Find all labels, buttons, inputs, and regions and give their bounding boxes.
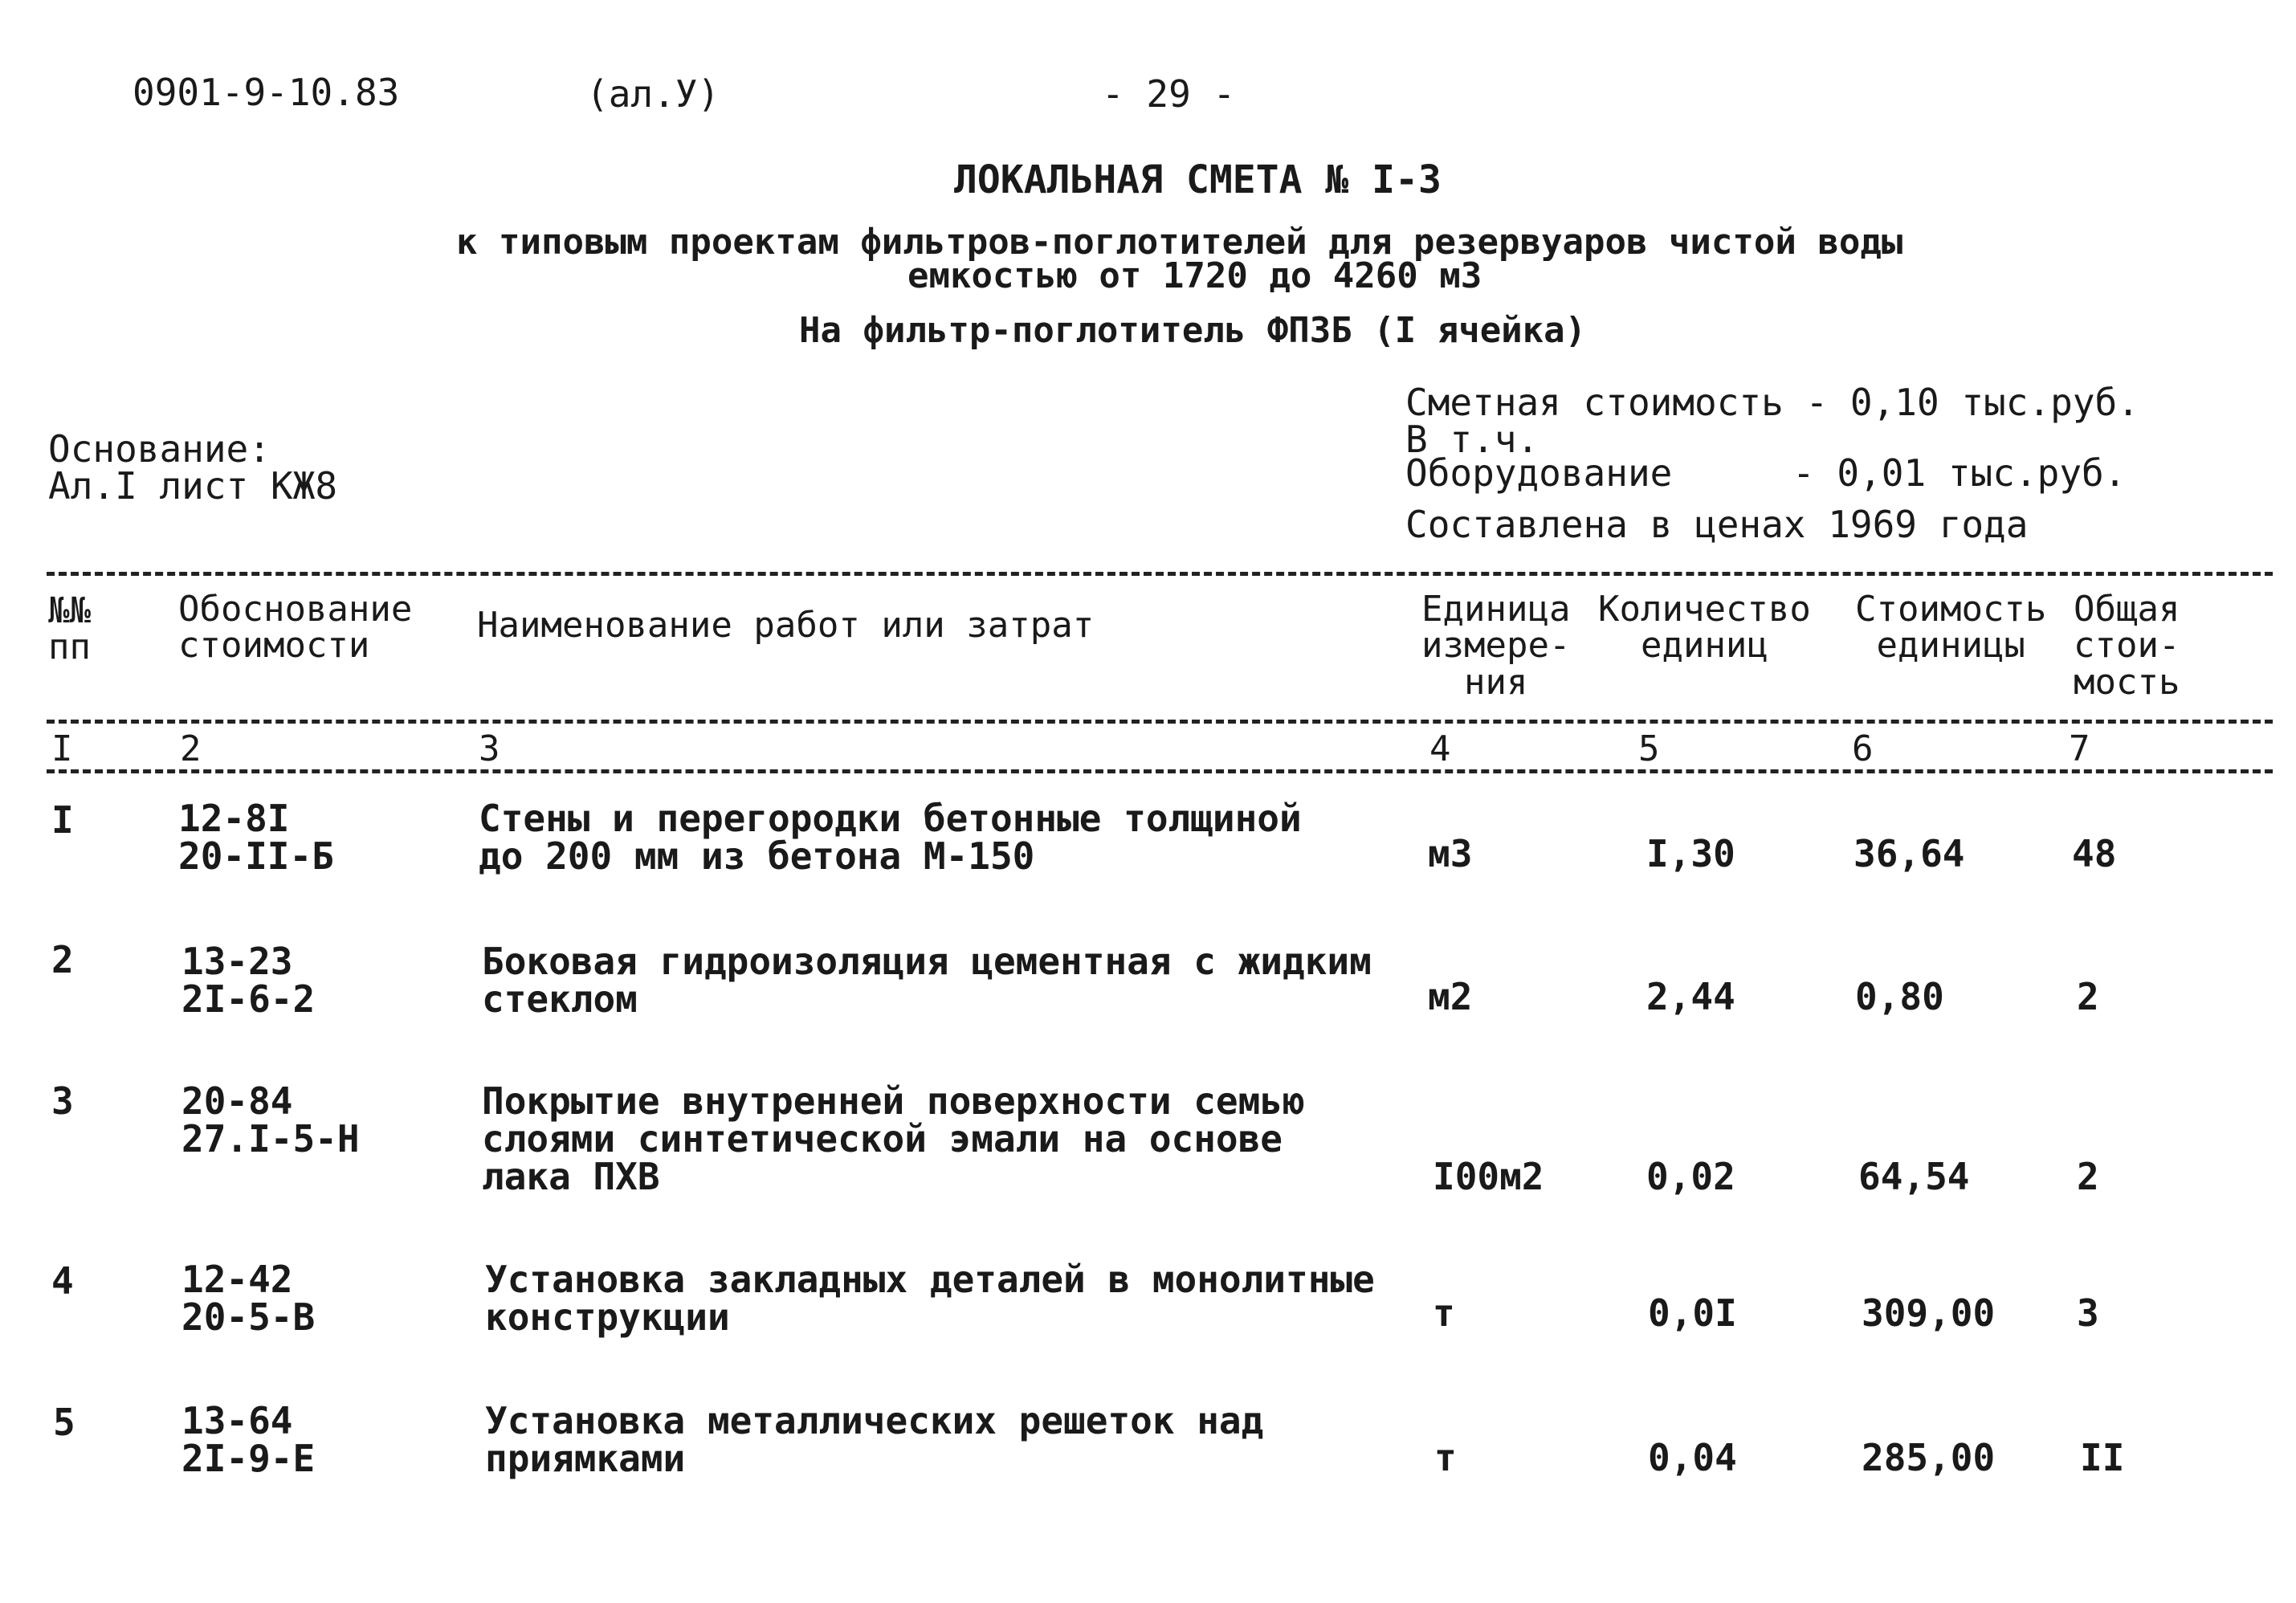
table-row-unit: т (1433, 1291, 1455, 1335)
table-row-unit-cost: 64,54 (1858, 1155, 1970, 1198)
table-row-unit-cost: 0,80 (1855, 975, 1944, 1018)
table-row-name: Боковая гидроизоляция цементная с жидким стеклом (482, 940, 1372, 1021)
table-row-total: II (2080, 1436, 2125, 1479)
table-row-basis: 12-8I 20-II-Б (178, 797, 334, 878)
table-row-total: 2 (2077, 1155, 2099, 1198)
table-row-quantity: 2,44 (1646, 975, 1735, 1018)
col-header-unit: Единица измере- ния (1421, 589, 1571, 703)
title-subline-3: На фильтр-поглотитель ФПЗБ (I ячейка) (799, 310, 1587, 351)
col-number-6: 6 (1852, 728, 1874, 769)
col-header-name: Наименование работ или затрат (477, 605, 1095, 646)
table-row-name: Стены и перегородки бетонные толщиной до 200 мм из бетона М-150 (479, 797, 1302, 878)
table-row-number: 3 (51, 1079, 74, 1123)
title-subline-1: к типовым проектам фильтров-поглотителей для резервуаров чистой воды (456, 222, 1903, 263)
estimated-cost: Сметная стоимость - 0,10 тыс.руб. (1405, 381, 2139, 424)
col-header-basis: Обоснование стоимости (178, 589, 413, 667)
col-header-total: Общая стои- мость (2074, 589, 2180, 703)
title-subline-2: емкостью от 1720 до 4260 м3 (907, 255, 1482, 296)
col-number-5: 5 (1638, 728, 1660, 769)
table-row-total: 3 (2077, 1291, 2099, 1335)
table-row-unit-cost: 309,00 (1862, 1291, 1996, 1335)
table-row-total: 2 (2077, 975, 2099, 1018)
price-basis: Составлена в ценах 1969 года (1405, 503, 2029, 546)
document-title: ЛОКАЛЬНАЯ СМЕТА № I-3 (954, 157, 1442, 202)
table-row-number: I (51, 798, 74, 842)
basis-value: Ал.I лист КЖ8 (48, 464, 338, 508)
table-row-unit: м3 (1428, 832, 1473, 875)
including-label: В т.ч. (1405, 418, 1540, 461)
col-number-3: 3 (479, 728, 500, 769)
table-row-quantity: 0,0I (1648, 1291, 1737, 1335)
col-header-quantity: Количество единиц (1598, 589, 1811, 667)
table-row-quantity: 0,02 (1646, 1155, 1735, 1198)
table-row-basis: 12-42 20-5-В (181, 1258, 316, 1339)
page-number: - 29 - (1102, 72, 1236, 116)
table-row-number: 2 (51, 938, 74, 981)
table-row-total: 48 (2072, 832, 2117, 875)
document-code: 0901-9-10.83 (133, 71, 400, 114)
col-header-unit-cost: Стоимость единицы (1855, 589, 2047, 667)
album-label: (ал.У) (586, 72, 720, 116)
table-row-unit: I00м2 (1433, 1155, 1544, 1198)
equipment-cost: - 0,01 тыс.руб. (1792, 451, 2127, 495)
table-row-basis: 13-23 2I-6-2 (181, 940, 316, 1021)
table-row-name: Покрытие внутренней поверхности семью слоями синтетической эмали на основе лака ПХВ (482, 1079, 1305, 1198)
table-row-unit: т (1434, 1436, 1457, 1479)
table-row-unit-cost: 285,00 (1862, 1436, 1996, 1479)
col-number-1: I (51, 728, 73, 769)
table-colnum-rule (47, 769, 2273, 773)
table-row-basis: 20-84 27.I-5-Н (181, 1079, 360, 1160)
table-top-rule (47, 572, 2273, 576)
table-row-quantity: 0,04 (1648, 1436, 1737, 1479)
table-row-unit: м2 (1428, 975, 1473, 1018)
col-header-number: №№ пп (48, 590, 91, 668)
table-row-quantity: I,30 (1646, 832, 1735, 875)
equipment-label: Оборудование (1405, 451, 1673, 495)
col-number-2: 2 (180, 728, 202, 769)
table-row-name: Установка закладных деталей в монолитные конструкции (485, 1258, 1375, 1339)
col-number-7: 7 (2069, 728, 2090, 769)
table-row-number: 4 (51, 1259, 74, 1303)
col-number-4: 4 (1429, 728, 1451, 769)
basis-label: Основание: (48, 427, 271, 471)
table-header-rule (47, 720, 2273, 724)
table-row-unit-cost: 36,64 (1854, 832, 1965, 875)
table-row-number: 5 (53, 1401, 75, 1444)
table-row-name: Установка металлических решеток над приямками (485, 1399, 1264, 1480)
table-row-basis: 13-64 2I-9-Е (181, 1399, 316, 1480)
